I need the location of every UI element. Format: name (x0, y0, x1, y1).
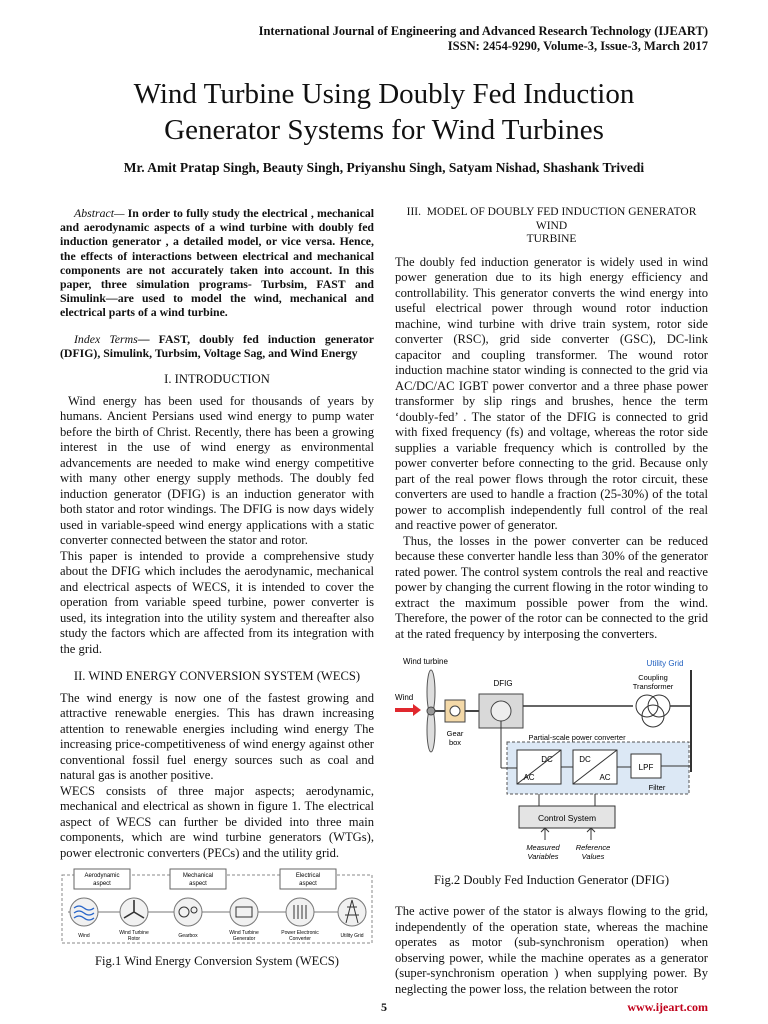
coupling-label-2: Transformer (632, 682, 674, 691)
figure-1-wecs-diagram (60, 867, 374, 947)
power-converter-icon (286, 898, 314, 926)
figure-1-caption: Fig.1 Wind Energy Conversion System (WECS) (95, 953, 339, 968)
component-converter-label-2: Converter (289, 936, 311, 943)
utility-grid-icon (338, 898, 366, 926)
gear-icon (450, 706, 460, 716)
coupling-label-1: Coupling (638, 673, 668, 682)
section-3-title-line-2: TURBINE (526, 233, 577, 245)
page-number: 5 (381, 1000, 387, 1014)
measured-label-2: Variables (527, 852, 559, 861)
component-converter-label: Power Electronic (281, 930, 319, 937)
abstract-text: In order to fully study the electrical , mechanical and aerodynamic aspects of a wind turbine with doubly fed induction generator , a detailed model, or vice versa. Hence, the effects of interactions between electrical and mechanical components are not accurately taken into account. In this paper, three simulation programs- Turbsim, FAST and Simulink—are used to model the wind, mechanical and electrical parts of a wind turbine. (60, 206, 374, 320)
aerodynamic-aspect-label: Aerodynamic (84, 873, 120, 880)
wind-arrow-icon (395, 704, 421, 716)
gearbox-icon (174, 898, 202, 926)
index-terms-label: Index Terms (74, 331, 138, 346)
title-line-2: Generator Systems for Wind Turbines (164, 114, 604, 146)
gsc-ac-label: AC (599, 773, 611, 782)
section-3-paragraph-2: Thus, the losses in the power converter can be reduced because these converter handle less than 30% of the generator rated power. The control system controls the real and reactive power by changing the current flowing in the rotor winding to extract the maximum possible power from the wind. Therefore, the power of the rotor can be connected to the grid at the rated frequency by interposing the converters. (395, 533, 708, 641)
journal-issn: ISSN: 2454-9290, Volume-3, Issue-3, March 2017 (447, 39, 708, 53)
journal-url[interactable]: www.ijeart.com (627, 1000, 708, 1014)
section-1-paragraph-1: Wind energy has been used for thousands of years by humans. Ancient Persians used wind energy to pump water before the birth of Christ. Recently, there has been a growing interest in the use of wind energy as environmental advancements are needed to make wind energy competitive with many other energy supply methods. The doubly fed induction generator (DFIG) is an induction generator with both stator and rotor windings. The DFIG is now days widely used in variable-speed wind energy applications with a static converter connected between the stator and rotor. (60, 393, 374, 548)
utility-grid-label: Utility Grid (646, 659, 684, 668)
component-grid-label: Utility Grid (340, 933, 364, 940)
journal-header (259, 24, 708, 54)
abstract (60, 206, 374, 320)
section-3-title-line-1: MODEL OF DOUBLY FED INDUCTION GENERATOR WIND (426, 206, 697, 232)
section-2-paragraph-2: WECS consists of three major aspects; aerodynamic, mechanical and electrical as shown in figure 1. The electrical aspect of WECS can further be divided into three main components, which are wind turbine generators (WTGs), power electronic converters (PECs) and the utility grid. (60, 783, 374, 860)
journal-name: International Journal of Engineering and Advanced Research Technology (IJEART) (258, 24, 708, 38)
reference-label-2: Values (581, 852, 605, 861)
lpf-label: LPF (638, 763, 654, 772)
index-terms (60, 332, 374, 360)
section-2-heading: II. WIND ENERGY CONVERSION SYSTEM (WECS) (73, 669, 361, 684)
electrical-aspect-label: Electrical (295, 873, 321, 880)
figure-2-caption: Fig.2 Doubly Fed Induction Generator (DFIG) (433, 872, 670, 887)
transformer-coil-2-icon (648, 695, 670, 717)
title-line-1: Wind Turbine Using Doubly Fed Induction (133, 78, 635, 110)
partial-converter-label: Partial-scale power converter (528, 733, 626, 742)
transformer-coil-1-icon (636, 695, 658, 717)
right-column (395, 206, 708, 997)
dfig-rotor-icon (491, 701, 511, 721)
rsc-dc-label: DC (541, 755, 553, 764)
component-generator-label: Wind Turbine (229, 930, 259, 937)
rsc-ac-label: AC (523, 773, 535, 782)
authors: Mr. Amit Pratap Singh, Beauty Singh, Priyanshu Singh, Satyam Nishad, Shashank Trivedi (123, 160, 645, 175)
wind-label: Wind (395, 693, 414, 702)
figure-2-dfig-diagram (395, 654, 708, 866)
component-rotor-label: Wind Turbine (119, 930, 149, 937)
gearbox-label-2: box (448, 738, 462, 747)
section-3-number: III. (406, 206, 421, 218)
transformer-coil-3-icon (642, 705, 664, 727)
component-rotor-label-2: Rotor (127, 936, 141, 943)
section-3-paragraph-3: The active power of the stator is always flowing to the grid, independently of the operation state, whereas the machine operates as motor (sub-synchronism operation) when observing power, while the machine operates as a generator (super-synchronism operation ) when supplying power. By neglecting the power loss, the relation between the rotor (395, 904, 708, 996)
gearbox-label-1: Gear (446, 729, 464, 738)
section-3-paragraph-1: The doubly fed induction generator is widely used in wind power generation due to its high energy efficiency and controllability. This generator converts the wind energy into useful electrical power through wound rotor induction machine, wind turbine with drive train system, rotor side converter (RSC), grid side converter (GSC), DC-link capacitor and coupling transformer. The wound rotor induction machine stator winding is connected to the grid via AC/DC/AC IGBT power convertor and a three phase power transformer by slip rings and brushes, hence the term ‘doubly-fed’ . The stator of the DFIG is connected to grid with fixed frequency (fs) and voltage, whereas the rotor side supplies a variable frequency which is controlled by the power converter before connecting to the grid. Because only part of the real power flows through the rotor circuit, these converters are used to handle a fraction (25-30%) of the total power to accomplish independently full control of the real and reactive power of generator. (395, 254, 708, 532)
dfig-label: DFIG (493, 679, 513, 688)
index-terms-text: — FAST, doubly fed induction generator (DFIG), Simulink, Turbsim, Voltage Sag, and Wind Energy (60, 331, 375, 360)
paper-title (0, 76, 768, 148)
generator-icon (230, 898, 258, 926)
component-gearbox-label: Gearbox (178, 933, 198, 940)
control-system-label: Control System (537, 813, 597, 823)
wind-icon (70, 898, 98, 926)
component-wind-label: Wind (78, 933, 90, 940)
reference-label-1: Reference (575, 843, 611, 852)
section-1-paragraph-2: This paper is intended to provide a comprehensive study about the DFIG which includes the aerodynamic, mechanical and electrical aspects of WECS, it is intended to cover the operation from variable speed turbine, power converter is used, its integration into the utility system and thereafter also study the factors which are affected from its integration with the grid. (60, 548, 374, 656)
section-2-paragraph-1: The wind energy is now one of the fastest growing and attractive renewable energies. This has drawn increasing attention to renewable energies including wind energy The increasing price-competitiveness of wind energy against other conventional fossil fuel energy sources such as coal and natural gas is another positive. (60, 690, 374, 783)
measured-label-1: Measured (526, 843, 560, 852)
rotor-hub-icon (427, 707, 435, 715)
abstract-label: Abstract— (74, 206, 125, 220)
wind-turbine-label: Wind turbine (403, 657, 448, 666)
gsc-dc-label: DC (579, 755, 591, 764)
mechanical-aspect-label: Mechanical (182, 873, 214, 880)
section-3-heading (395, 206, 708, 247)
section-1-heading: I. INTRODUCTION (164, 372, 270, 387)
aerodynamic-aspect-label-2: aspect (93, 881, 111, 888)
left-column (60, 206, 374, 969)
component-generator-label-2: Generator (232, 936, 256, 943)
filter-label: Filter (648, 783, 666, 792)
mechanical-aspect-label-2: aspect (189, 881, 207, 888)
electrical-aspect-label-2: aspect (299, 881, 317, 888)
